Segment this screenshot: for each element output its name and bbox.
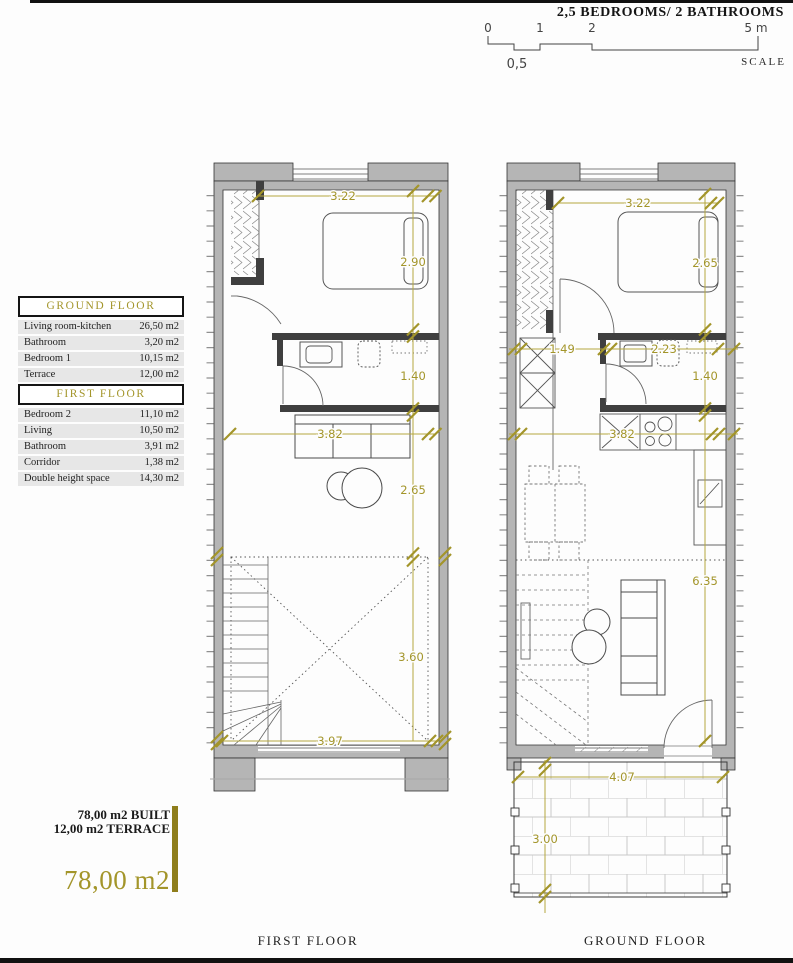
room-name: Terrace <box>24 369 56 380</box>
stair-shaft-hatch <box>516 190 553 470</box>
built-area-text: 78,00 m2 BUILT <box>77 807 170 822</box>
room-area: 3,20 m2 <box>144 337 179 348</box>
first-floor-label: FIRST FLOOR <box>257 933 359 948</box>
dim-gf-bedroom-depth: 2.65 <box>692 256 718 270</box>
room-name: Living <box>24 425 52 436</box>
room-area: 1,38 m2 <box>144 457 179 468</box>
dim-ff-bedroom-depth: 2.90 <box>400 255 426 269</box>
dim-ff-bathroom-depth: 1.40 <box>400 369 426 383</box>
stairs <box>223 557 281 745</box>
ground-floor-plan <box>503 163 740 913</box>
total-area-text: 78,00 m2 <box>63 865 170 896</box>
room-area: 10,50 m2 <box>139 425 179 436</box>
terrace <box>511 757 730 913</box>
room-area: 3,91 m2 <box>144 441 179 452</box>
shower <box>687 341 717 353</box>
stair-shaft-hatch <box>231 181 264 285</box>
scale-tick-5: 5 m <box>744 21 768 35</box>
room-area: 12,00 m2 <box>139 369 179 380</box>
dim-gf-bathroom-width: 2.23 <box>651 342 677 356</box>
terrace-area-text: 12,00 m2 TERRACE <box>53 820 170 836</box>
page-title: 2,5 BEDROOMS/ 2 BATHROOMS <box>556 5 784 20</box>
room-area: 14,30 m2 <box>139 473 179 484</box>
dim-ff-width-bottom: 3.97 <box>317 734 343 748</box>
dim-gf-terrace-width: 4.07 <box>609 770 635 784</box>
scale-tick-0: 0 <box>484 21 492 35</box>
toilet <box>358 341 380 367</box>
room-area: 11,10 m2 <box>139 409 179 420</box>
shower <box>392 341 427 353</box>
dim-gf-kitchen-width: 3.82 <box>609 427 635 441</box>
dim-gf-living-depth: 6.35 <box>692 574 718 588</box>
dim-gf-terrace-depth: 3.00 <box>532 832 558 846</box>
room-name: Double height space <box>24 473 110 484</box>
scale-tick-1: 1 <box>536 21 544 35</box>
room-name: Bathroom <box>24 441 66 452</box>
room-area: 10,15 m2 <box>139 353 179 364</box>
scale-bar <box>484 21 786 72</box>
room-name: Living room-kitchen <box>24 321 112 332</box>
dim-ff-living-depth: 2.65 <box>400 483 426 497</box>
room-name: Bedroom 1 <box>24 353 71 364</box>
dim-ff-void-depth: 3.60 <box>398 650 424 664</box>
bedroom-door <box>231 296 281 324</box>
first-floor-plan <box>210 163 451 791</box>
table-section-title-ground: GROUND FLOOR <box>18 296 184 317</box>
room-area: 26,50 m2 <box>139 321 179 332</box>
bed <box>618 212 718 292</box>
hob <box>645 422 655 432</box>
dim-gf-bathroom-depth: 1.40 <box>692 369 718 383</box>
dim-gf-width-top: 3.22 <box>625 196 651 210</box>
bed <box>323 213 428 289</box>
scale-label: SCALE <box>741 56 786 68</box>
scale-tick-half: 0,5 <box>506 57 528 72</box>
dining-set <box>525 466 585 560</box>
room-name: Corridor <box>24 457 61 468</box>
bottom-rule <box>0 958 793 963</box>
scale-tick-2: 2 <box>588 21 596 35</box>
room-name: Bedroom 2 <box>24 409 71 420</box>
dim-ff-width-top: 3.22 <box>330 189 356 203</box>
sofa <box>295 415 410 458</box>
ground-floor-label: GROUND FLOOR <box>583 933 708 948</box>
round-table <box>572 609 610 664</box>
sofa <box>621 580 665 695</box>
room-name: Bathroom <box>24 337 66 348</box>
dim-ff-living-width: 3.82 <box>317 427 343 441</box>
sideboard <box>521 603 530 659</box>
bedroom-door <box>560 279 614 333</box>
table-section-title-first: FIRST FLOOR <box>18 384 184 405</box>
dim-gf-corridor-width: 1.49 <box>549 342 575 356</box>
round-table <box>327 468 382 508</box>
